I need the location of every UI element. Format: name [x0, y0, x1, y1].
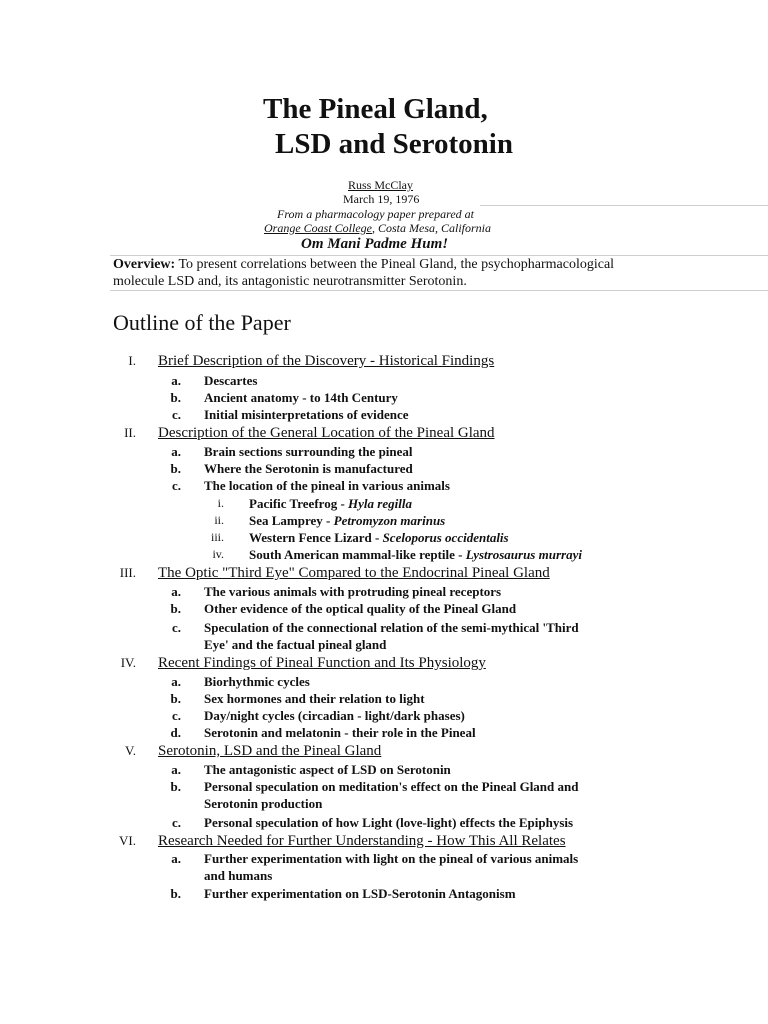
item-letter: b. [170, 691, 181, 706]
section-number: V. [125, 743, 136, 758]
animal-name: Sea Lamprey - [249, 513, 334, 528]
divider [480, 205, 768, 206]
sub-list-item [249, 529, 509, 546]
subitem-number: ii. [214, 513, 224, 527]
section-title[interactable]: Description of the General Location of the Pineal Gland [158, 425, 495, 441]
overview-paragraph [113, 256, 663, 290]
item-letter: c. [171, 478, 181, 493]
document-title-line-2: LSD and Serotonin [275, 128, 513, 160]
college-link[interactable]: Orange Coast College [264, 221, 372, 235]
college-location: , Costa Mesa, California [372, 221, 492, 235]
section-title[interactable]: Recent Findings of Pineal Function and Its Physiology [158, 655, 486, 671]
section-number: VI. [119, 833, 136, 848]
subitem-number: iv. [212, 547, 224, 561]
outline-heading: Outline of the Paper [113, 310, 291, 335]
section-title[interactable]: The Optic "Third Eye" Compared to the Endocrinal Pineal Gland [158, 565, 550, 581]
section-title[interactable]: Research Needed for Further Understanding - How This All Relates [158, 833, 566, 849]
sub-list-item [249, 495, 412, 512]
list-item: Speculation of the connectional relation of the semi-mythical 'Third [204, 620, 579, 635]
list-item: The antagonistic aspect of LSD on Serotonin [204, 762, 451, 777]
list-item-continuation: Eye' and the factual pineal gland [204, 637, 387, 652]
item-letter: b. [170, 886, 181, 901]
animal-name: Pacific Treefrog - [249, 496, 349, 511]
list-item: The various animals with protruding pineal receptors [204, 584, 502, 599]
item-letter: a. [171, 373, 181, 388]
section-number: IV. [120, 655, 136, 670]
sub-list-item [249, 512, 445, 529]
divider [110, 290, 768, 291]
list-item-continuation: and humans [204, 868, 273, 883]
list-item: Further experimentation with light on the pineal of various animals [204, 851, 579, 866]
mantra: Om Mani Padme Hum! [301, 236, 449, 252]
subitem-number: iii. [210, 530, 224, 544]
item-letter: a. [171, 444, 181, 459]
document-title-line-1: The Pineal Gland, [263, 93, 488, 125]
item-letter: b. [170, 461, 181, 476]
list-item: Descartes [204, 373, 258, 388]
item-letter: b. [170, 779, 181, 794]
item-letter: b. [170, 601, 181, 616]
list-item: Sex hormones and their relation to light [204, 691, 425, 706]
animal-name: South American mammal-like reptile - [249, 547, 466, 562]
source-note: From a pharmacology paper prepared at [277, 207, 474, 221]
item-letter: c. [171, 620, 181, 635]
section-number: II. [124, 425, 136, 440]
item-letter: c. [171, 407, 181, 422]
date-text: March 19, 1976 [343, 192, 420, 206]
section-number: I. [128, 353, 136, 368]
section-title[interactable]: Serotonin, LSD and the Pineal Gland [158, 743, 382, 759]
list-item: Other evidence of the optical quality of the Pineal Gland [204, 601, 517, 616]
section-title[interactable]: Brief Description of the Discovery - Historical Findings [158, 353, 495, 369]
author-link[interactable]: Russ McClay [348, 178, 414, 192]
item-letter: b. [170, 390, 181, 405]
latin-name: Lystrosaurus murrayi [465, 547, 582, 562]
latin-name: Hyla regilla [348, 496, 412, 511]
item-letter: a. [171, 584, 181, 599]
latin-name: Sceloporus occidentalis [382, 530, 509, 545]
item-letter: c. [171, 708, 181, 723]
list-item: Day/night cycles (circadian - light/dark phases) [204, 708, 465, 723]
animal-name: Western Fence Lizard - [249, 530, 383, 545]
list-item: Personal speculation of how Light (love-light) effects the Epiphysis [204, 815, 574, 830]
sub-list-item [249, 546, 582, 563]
list-item: Where the Serotonin is manufactured [204, 461, 413, 476]
latin-name: Petromyzon marinus [333, 513, 446, 528]
list-item: Personal speculation on meditation's effect on the Pineal Gland and [204, 779, 579, 794]
item-letter: a. [171, 851, 181, 866]
college-line [264, 221, 491, 235]
list-item: Ancient anatomy - to 14th Century [204, 390, 398, 405]
overview-label: Overview: [113, 257, 176, 272]
item-letter: c. [171, 815, 181, 830]
list-item-continuation: Serotonin production [204, 796, 323, 811]
subitem-number: i. [217, 496, 224, 510]
list-item: Initial misinterpretations of evidence [204, 407, 409, 422]
item-letter: a. [171, 674, 181, 689]
item-letter: d. [170, 725, 181, 740]
section-number: III. [119, 565, 136, 580]
list-item: The location of the pineal in various animals [204, 478, 450, 493]
list-item: Further experimentation on LSD-Serotonin Antagonism [204, 886, 516, 901]
list-item: Biorhythmic cycles [204, 674, 310, 689]
list-item: Serotonin and melatonin - their role in the Pineal [204, 725, 476, 740]
list-item: Brain sections surrounding the pineal [204, 444, 413, 459]
item-letter: a. [171, 762, 181, 777]
overview-text: To present correlations between the Pineal Gland, the psychopharmacological molecule LSD and, its antagonistic neurotransmitter Serotonin. [113, 257, 615, 289]
